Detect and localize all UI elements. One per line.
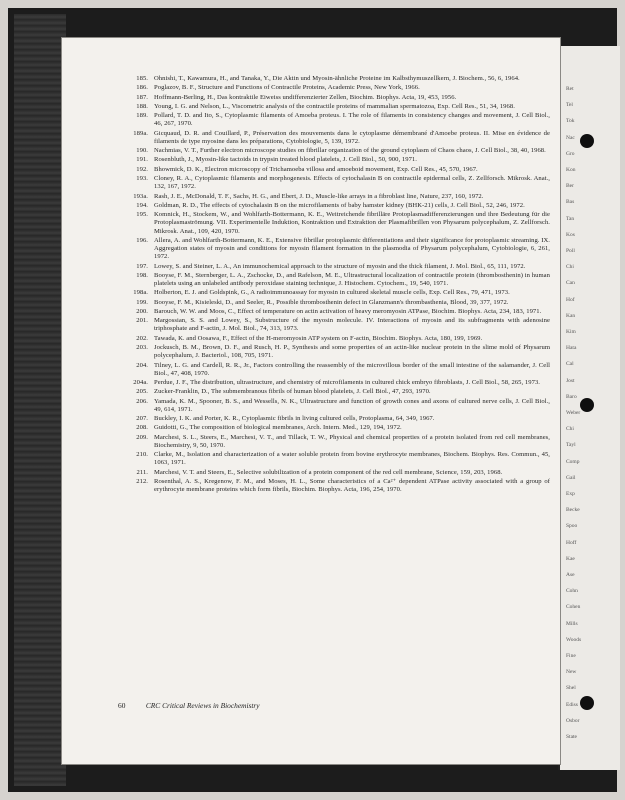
adjacent-page-fragment: Exp: [566, 491, 575, 497]
reference-item: [118, 317, 550, 333]
reference-number: 197.: [136, 262, 148, 270]
reference-number: 187.: [136, 93, 148, 101]
reference-text: Zucker-Franklin, D., The submembranous fibrils of human blood platelets, J. Cell Biol., 47, 293, 1970.: [154, 388, 431, 396]
reference-item: [118, 451, 550, 467]
reference-number: 205.: [136, 388, 148, 396]
reference-item: [118, 237, 550, 262]
reference-number: 188.: [136, 102, 148, 110]
adjacent-page-fragment: Chi: [566, 264, 574, 271]
adjacent-page-fragment: Kae: [566, 555, 575, 562]
reference-number: 191.: [136, 156, 148, 164]
reference-text: Marchesi, V. T. and Steers, E., Selective solubilization of a protein component of the red cell membrane, Science, 159, 203, 1968.: [154, 468, 503, 476]
reference-text: Bhowmick, D. K., Electron microscopy of Trichamoeba villosa and amoeboid movement, Exp. Cell Res., 45, 570, 1967.: [154, 165, 478, 173]
reference-item: [118, 263, 550, 271]
reference-text: Marchesi, S. L., Steers, E., Marchesi, V. T., and Tillack, T. W., Physical and chemical properties of a protein isolated from red cell membranes, Biochemistry, 9, 50, 1970.: [154, 433, 550, 449]
reference-number: 204a.: [133, 379, 148, 387]
reference-text: Margossian, S. S. and Lowey, S., Substructure of the myosin molecule. IV. Interactions of myosin and its subfragments with adenosine triphosphate and F-actin, J. Mol. Biol., 74, 313, 1973.: [154, 317, 550, 333]
adjacent-page-fragment: Gail: [566, 474, 576, 481]
adjacent-page-fragment: State: [566, 734, 577, 740]
adjacent-page-fragment: Jost: [566, 377, 575, 384]
adjacent-page-fragment: Ber: [566, 183, 574, 190]
adjacent-page-fragment: Fine: [566, 653, 576, 659]
reference-text: Clarke, M., Isolation and characterization of a water soluble protein from bovine erythrocyte membranes, Biochem. Biophys. Res. Commun., 45, 1063, 1971.: [154, 451, 550, 467]
adjacent-page-fragment: Mills: [566, 620, 578, 627]
reference-text: Gicquaud, D. R. and Couillard, P., Préservation des mouvements dans le cytoplasme démembrané d'Amoebe proteus. II. Mise en évidence de filaments de type myosine dans les préparations, Cytobiologie, 5, 139, 1972.: [154, 129, 550, 145]
reference-item: [118, 94, 550, 102]
reference-number: 186.: [136, 84, 148, 92]
reference-number: 185.: [136, 75, 148, 82]
reference-item: [118, 166, 550, 174]
adjacent-page-fragment: Tayl: [566, 442, 576, 449]
reference-number: 196.: [136, 236, 148, 244]
reference-text: Pollard, T. D. and Ito, S., Cytoplasmic filaments of Amoeba proteus. I. The role of filaments in consistency changes and movement, J. Cell Biol., 46, 267, 1970.: [154, 112, 550, 128]
reference-text: Booyse, F. M., Kisieleski, D., and Seeler, R., Possible thrombosthenin defect in Glanzmann's thrombasthenia, Blood, 39, 377, 1972.: [154, 298, 509, 306]
reference-item: [118, 112, 550, 128]
reference-number: 207.: [136, 415, 148, 423]
reference-text: Rosenthal, A. S., Kregenow, F. M., and Moses, H. L., Some characteristics of a Ca²⁺ dependent ATPase activity associated with a group of erythrocyte membrane proteins which form fibrils, Biochim. Biophys. Acta, 196, 254, 1970.: [154, 478, 550, 494]
reference-item: [118, 202, 550, 210]
reference-item: [118, 379, 550, 387]
adjacent-page-fragment: Osbor: [566, 717, 580, 724]
adjacent-page-fragment: Can: [566, 280, 575, 287]
reference-item: [118, 308, 550, 316]
reference-item: [118, 84, 550, 92]
adjacent-page-fragment: Chi: [566, 426, 574, 433]
adjacent-page-fragment: Tok: [566, 118, 575, 125]
reference-item: [118, 75, 550, 83]
adjacent-page-fragment: Bas: [566, 199, 575, 206]
adjacent-page-fragment: Baro: [566, 393, 577, 400]
reference-item: [118, 147, 550, 155]
binder-hole-icon: [580, 696, 594, 710]
reference-text: Allera, A. and Wohlfarth-Bottermann, K. E., Extensive fibrillar protoplasmic differentiations and their significance for protoplasmic streaming. IX. Aggregation states of myosin and conditions for myosin filament formation in the plasmodia of Physarum polycephalum, Cytobiologie, 6, 261, 1972.: [154, 236, 550, 261]
adjacent-page-fragment: Cal: [566, 361, 574, 368]
reference-list: [118, 75, 550, 496]
adjacent-page-fragment: Hata: [566, 345, 577, 352]
adjacent-page-fragment: Kos: [566, 231, 575, 238]
reference-item: [118, 434, 550, 450]
adjacent-page-fragment: Ase: [566, 572, 575, 578]
adjacent-page-fragment: Poll: [566, 248, 575, 254]
reference-item: [118, 211, 550, 236]
reference-item: [118, 130, 550, 146]
adjacent-page-fragment: Spoo: [566, 523, 578, 530]
reference-number: 206.: [136, 397, 148, 405]
reference-number: 199.: [136, 298, 148, 306]
adjacent-page-fragment: Ediss: [566, 701, 578, 708]
reference-text: Hoffmann-Berling, H., Das kontraktile Eiweiss undifferenzierter Zellen, Biochim. Biophys. Acta, 19, 453, 1956.: [154, 93, 457, 101]
adjacent-page-fragment: Shel: [566, 685, 576, 692]
reference-text: Tawada, K. and Oosawa, F., Effect of the H-meromyosin ATP system on F-actin, Biochim. Biophys. Acta, 180, 199, 1969.: [154, 334, 483, 342]
reference-item: [118, 424, 550, 432]
reference-number: 212.: [136, 478, 148, 486]
reference-number: 198a.: [133, 289, 148, 297]
reference-number: 209.: [136, 433, 148, 441]
reference-text: Holberton, E. J. and Goldspink, G., A radioimmunoassay for myosin in cultured skeletal muscle cells, Exp. Cell Res., 79, 471, 1973.: [154, 289, 510, 297]
reference-text: Guidotti, G., The composition of biological membranes, Arch. Intern. Med., 129, 194, 1972.: [154, 424, 402, 432]
binder-hole-icon: [580, 134, 594, 148]
reference-number: 208.: [136, 424, 148, 432]
scanner-left-shadow: [14, 14, 66, 786]
reference-text: Komnick, H., Stockem, W., and Wohlfarth-Bottermann, K. E., Weitreichende fibrilläre Protoplasmadifferenzierungen und ihre Bedeutung für die Protoplasmaströmung. VII. Experimentelle Induktion, Kontraktion und Extraktion der Plasmafibrillen von Physarum polycephalum, Z. Zellforsch. Mikrosk. Anat., 109, 420, 1970.: [154, 211, 550, 235]
binder-hole-icon: [580, 398, 594, 412]
reference-item: [118, 289, 550, 297]
reference-text: Buckley, I. K. and Porter, K. R., Cytoplasmic fibrils in living cultured cells, Protoplasma, 64, 349, 1967.: [154, 415, 435, 423]
reference-item: [118, 175, 550, 191]
adjacent-page-fragment: Nac: [566, 134, 575, 141]
adjacent-page-fragment: Hoff: [566, 539, 577, 546]
reference-item: [118, 388, 550, 396]
reference-text: Goldman, R. D., The effects of cytochalasin B on the microfilaments of baby hamster kidney (BHK-21) cells, J. Cell Biol., 52, 246, 1972.: [154, 201, 525, 209]
adjacent-page-fragment: Cohen: [566, 604, 581, 611]
reference-number: 189.: [136, 112, 148, 120]
reference-number: 189a.: [133, 129, 148, 137]
reference-item: [118, 415, 550, 423]
adjacent-page-fragment: Becke: [566, 507, 580, 514]
reference-text: Yamada, K. M., Spooner, B. S., and Wessells, N. K., Ultrastructure and function of growth cones and axons of cultured nerve cells, J. Cell Biol., 49, 614, 1971.: [154, 397, 550, 413]
reference-item: [118, 478, 550, 494]
reference-text: Young, I. G. and Nelson, L., Viscometric analysis of the contractile proteins of mammalian spermatozoa, Exp. Cell Res., 51, 34, 1968.: [154, 102, 515, 110]
page-footer: [118, 701, 418, 710]
reference-text: Cloney, R. A., Cytoplasmic filaments and morphogenesis. Effects of cytochalasin B on contractile epidermal cells, Z. Zellforsch. Mikrosk. Anat., 132, 167, 1972.: [154, 175, 550, 191]
reference-number: 200.: [136, 307, 148, 315]
reference-item: [118, 335, 550, 343]
adjacent-page-fragment: Cohn: [566, 588, 578, 595]
reference-number: 211.: [136, 468, 148, 476]
reference-item: [118, 344, 550, 360]
reference-number: 193.: [136, 175, 148, 183]
adjacent-page-fragment: Tel: [566, 102, 573, 109]
reference-number: 210.: [136, 451, 148, 459]
adjacent-page-fragment: Tan: [566, 215, 575, 222]
reference-number: 193a.: [133, 192, 148, 200]
reference-item: [118, 103, 550, 111]
reference-number: 190.: [136, 147, 148, 155]
reference-item: [118, 156, 550, 164]
reference-number: 202.: [136, 334, 148, 342]
reference-text: Barouch, W. W. and Moos, C., Effect of temperature on actin activation of heavy meromyosin ATPase, Biochim. Biophys. Acta, 234, 183, 1971.: [154, 307, 542, 315]
adjacent-page-fragment: Hof: [566, 296, 575, 303]
adjacent-page-fragment: Kim: [566, 329, 576, 335]
reference-text: Poglazov, B. F., Structure and Functions of Contractile Proteins, Academic Press, New York, 1966.: [154, 84, 420, 92]
reference-number: 192.: [136, 165, 148, 173]
reference-text: Tilney, L. G. and Cardell, R. R., Jr., Factors controlling the reassembly of the microvillous border of the small intestine of the salamander, J. Cell Biol., 47, 408, 1970.: [154, 361, 550, 377]
reference-text: Jockusch, B. M., Brown, D. F., and Rusch, H. P., Synthesis and some properties of an actin-like nuclear protein in the slime mold of Physarum polycephalum, J. Bacteriol., 108, 705, 1971.: [154, 344, 550, 360]
reference-item: [118, 193, 550, 201]
reference-item: [118, 362, 550, 378]
adjacent-page-fragment: New: [566, 669, 577, 676]
reference-text: Lowey, S. and Steiner, L. A., An immunochemical approach to the structure of myosin and the thick filament, J. Mol. Biol., 65, 111, 1972.: [154, 262, 526, 270]
adjacent-page-fragment: Weber: [566, 410, 581, 416]
adjacent-page-fragment: Woods: [566, 636, 582, 643]
reference-number: 198.: [136, 271, 148, 279]
journal-title: CRC Critical Reviews in Biochemistry: [145, 701, 260, 710]
reference-text: Booyse, F. M., Sternberger, L. A., Zschocke, D., and Rafelson, M. E., Ultrastructural localization of contractile protein (thrombosthenin) in human platelets using an unlabeled antibody peroxidase staining technique, J. Histochem. Cytochem., 19, 540, 1971.: [154, 271, 550, 288]
adjacent-page-fragment: Gro: [566, 150, 575, 157]
adjacent-page-fragment: Ret: [566, 86, 574, 92]
adjacent-page-fragment: Kan: [566, 312, 576, 319]
reference-text: Perdue, J. F., The distribution, ultrastructure, and chemistry of microfilaments in cultured chick embryo fibroblasts, J. Cell Biol., 58, 265, 1973.: [154, 379, 541, 387]
reference-number: 194.: [136, 201, 148, 209]
reference-number: 204.: [136, 361, 148, 369]
reference-item: [118, 398, 550, 414]
reference-number: 203.: [136, 344, 148, 352]
reference-text: Rash, J. E., McDonald, T. F., Sachs, H. G., and Ebert, J. D., Muscle-like arrays in a fibroblast line, Nature, 237, 160, 1972.: [154, 192, 484, 200]
adjacent-page-fragment: Comp: [566, 458, 580, 465]
reference-item: [118, 299, 550, 307]
reference-number: 195.: [136, 211, 148, 219]
adjacent-page-fragment: Kon: [566, 167, 576, 173]
reference-number: 201.: [136, 317, 148, 325]
reference-text: Nachmias, V. T., Further electron microscope studies on fibrillar organization of the ground cytoplasm of Chaos chaos, J. Cell Biol., 38, 40, 1968.: [154, 147, 546, 155]
reference-text: Ohnishi, T., Kawamura, H., and Tanaka, Y., Die Aktin und Myosin-ähnliche Proteine im Kalbsthymuszellkern, J. Biochem., 56, 6, 1964.: [154, 75, 520, 82]
page-number: 60: [118, 701, 126, 710]
reference-item: [118, 272, 550, 288]
reference-text: Rosenbluth, J., Myosin-like tactoids in trypsin treated blood platelets, J. Cell Biol., 50, 900, 1971.: [154, 156, 417, 164]
reference-item: [118, 469, 550, 477]
